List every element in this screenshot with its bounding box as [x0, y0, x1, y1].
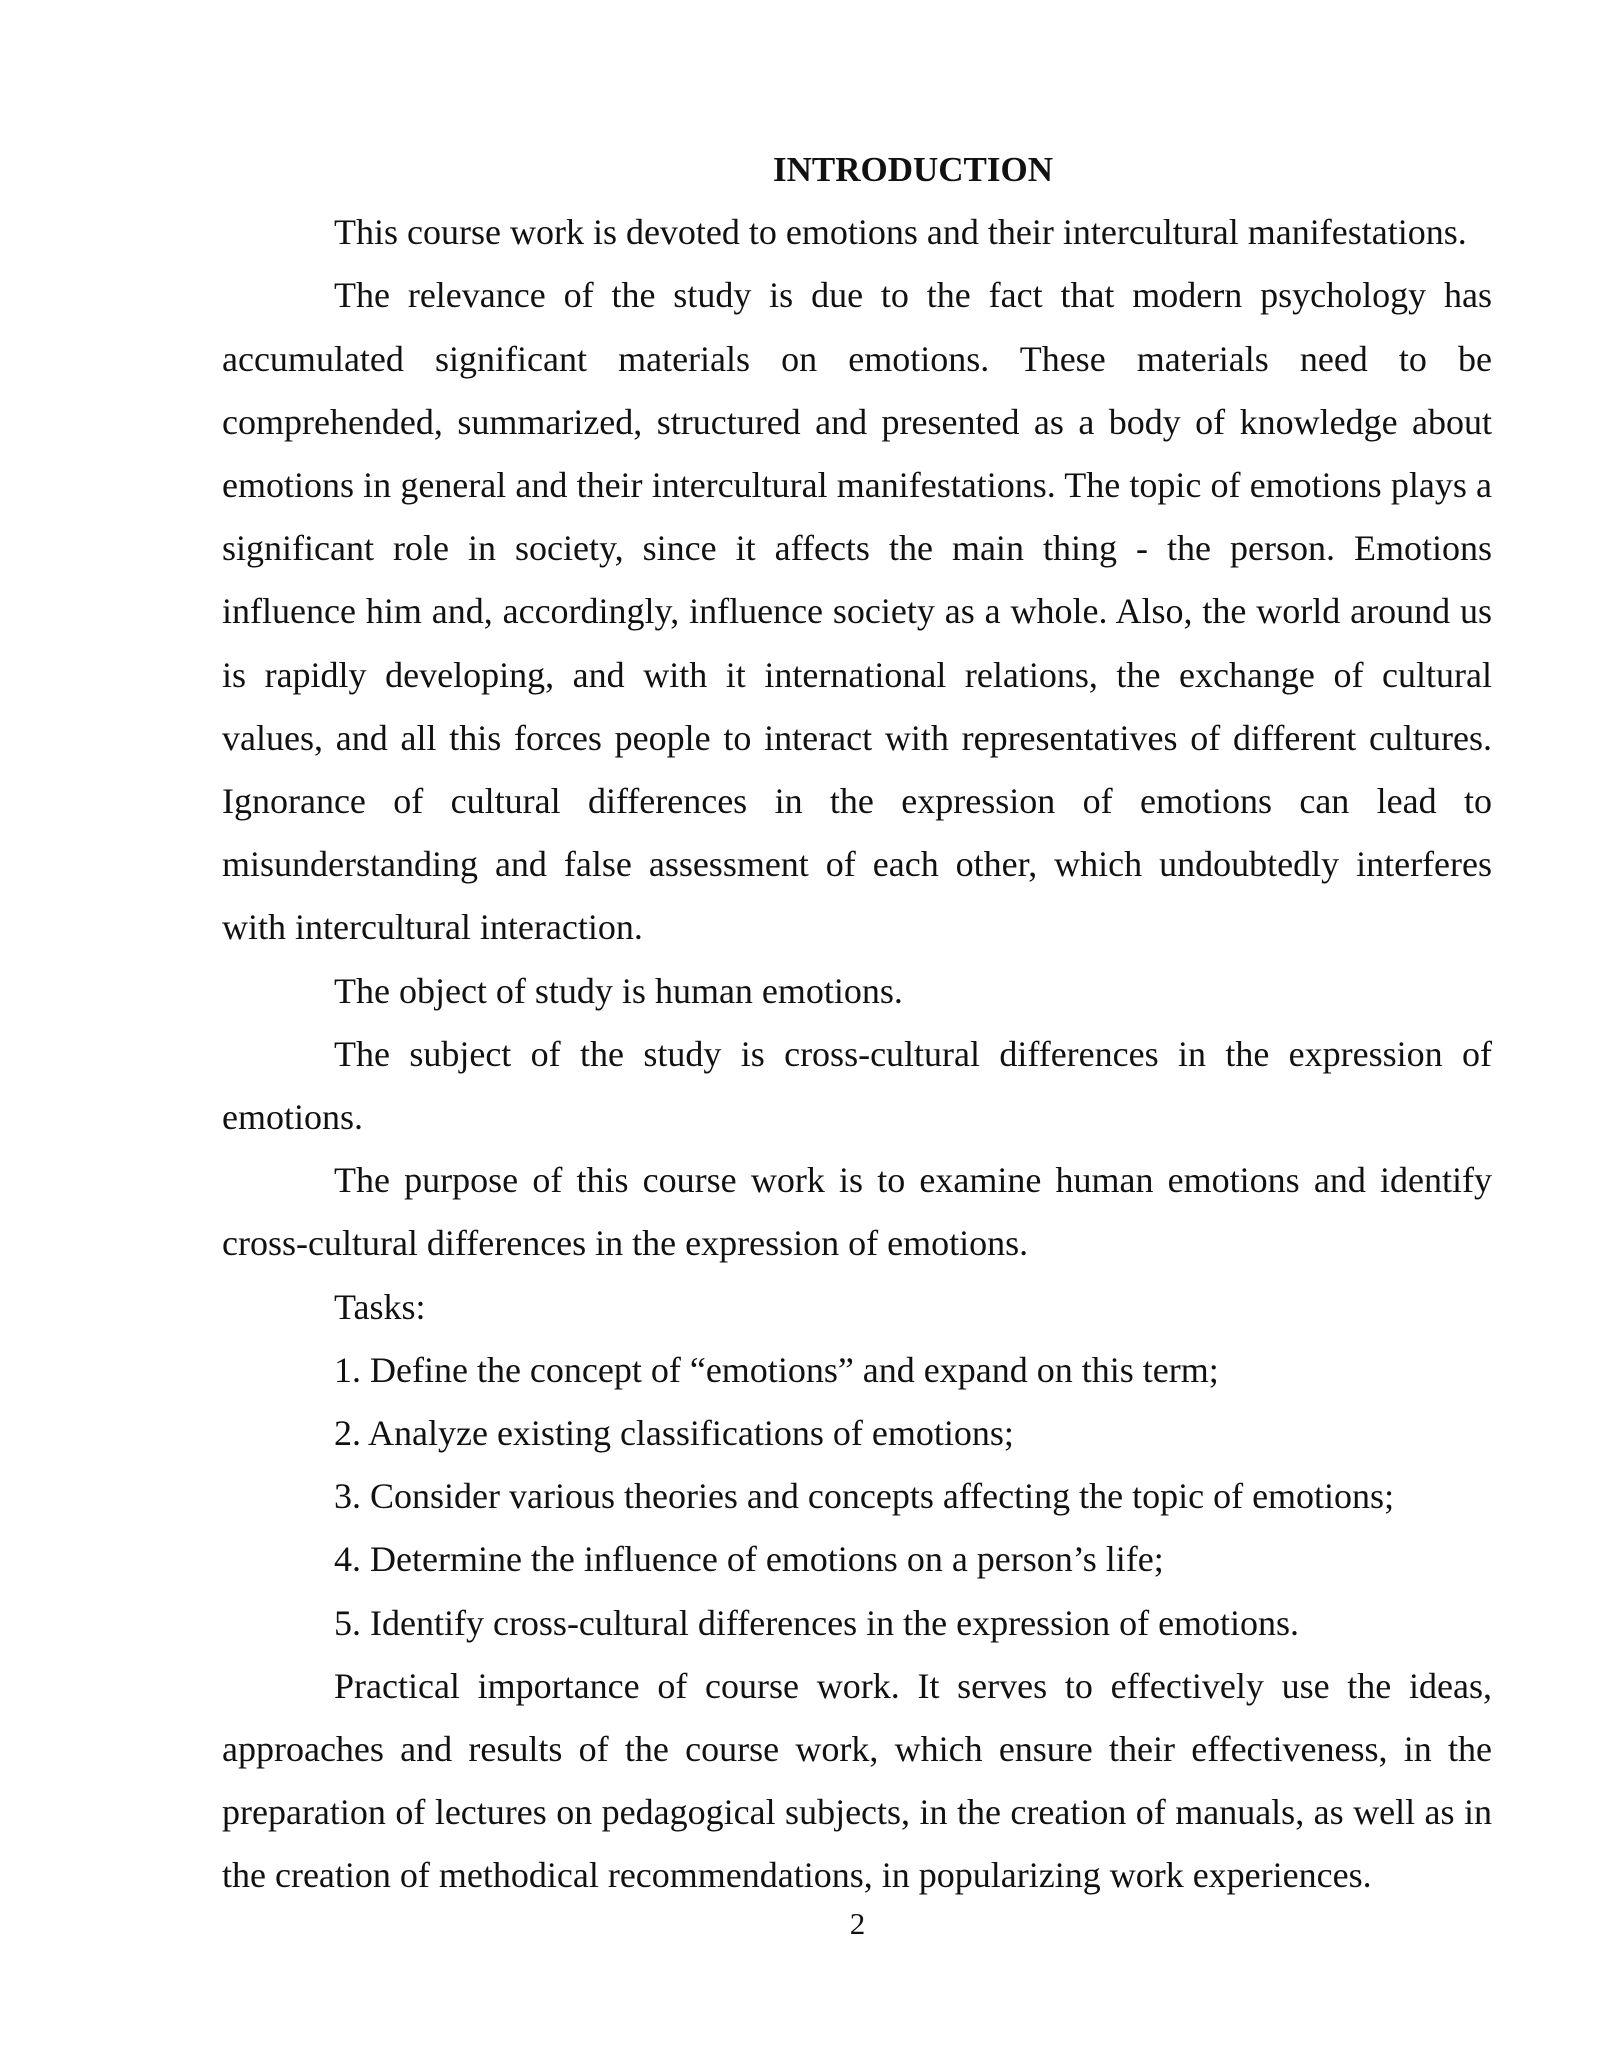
page-number: 2 — [849, 1906, 866, 1941]
object-paragraph: The object of study is human emotions. — [334, 970, 903, 1011]
task-item-3: 3. Consider various theories and concepts affecting the topic of emotions; — [334, 1476, 1395, 1517]
relevance-paragraph: The relevance of the study is due to the fact that modern psychology has accumulated significant materials on emotions. These materials need to be comprehended, summarized, structured and presented as a body of knowledge about emotions in general and their intercultural manifestations. The topic of emotions plays a significant role in society, since it affects the main thing - the person. Emotions influence him and, accordingly, influence society as a whole. Also, the world around us is rapidly developing, and with it international relations, the exchange of cultural values, and all this forces people to interact with representatives of different cultures. Ignorance of cultural differences in the expression of emotions can lead to misunderstanding and false assessment of each other, which undoubtedly interferes with intercultural interaction. — [222, 275, 1492, 948]
task-item-4: 4. Determine the influence of emotions on a person’s life; — [334, 1539, 1164, 1580]
page-title: INTRODUCTION — [772, 150, 1054, 189]
intro-paragraph: This course work is devoted to emotions and their intercultural manifestations. — [334, 212, 1467, 253]
purpose-paragraph: The purpose of this course work is to examine human emotions and identify cross-cultural differences in the expression of emotions. — [222, 1160, 1492, 1264]
task-list — [222, 1339, 1492, 1655]
practical-importance-paragraph: Practical importance of course work. It serves to effectively use the ideas, approaches and results of the course work, which ensure their effectiveness, in the preparation of lectures on pedagogical subjects, in the creation of manuals, as well as in the creation of methodical recommendations, in popularizing work experiences. — [222, 1665, 1492, 1896]
task-item-1: 1. Define the concept of “emotions” and expand on this term; — [334, 1349, 1219, 1390]
document-body — [222, 138, 1492, 1908]
task-item-5: 5. Identify cross-cultural differences in the expression of emotions. — [334, 1602, 1300, 1643]
subject-paragraph: The subject of the study is cross-cultural differences in the expression of emotions. — [222, 1033, 1492, 1138]
tasks-heading: Tasks: — [334, 1286, 426, 1327]
task-item-2: 2. Analyze existing classifications of emotions; — [334, 1413, 1014, 1454]
